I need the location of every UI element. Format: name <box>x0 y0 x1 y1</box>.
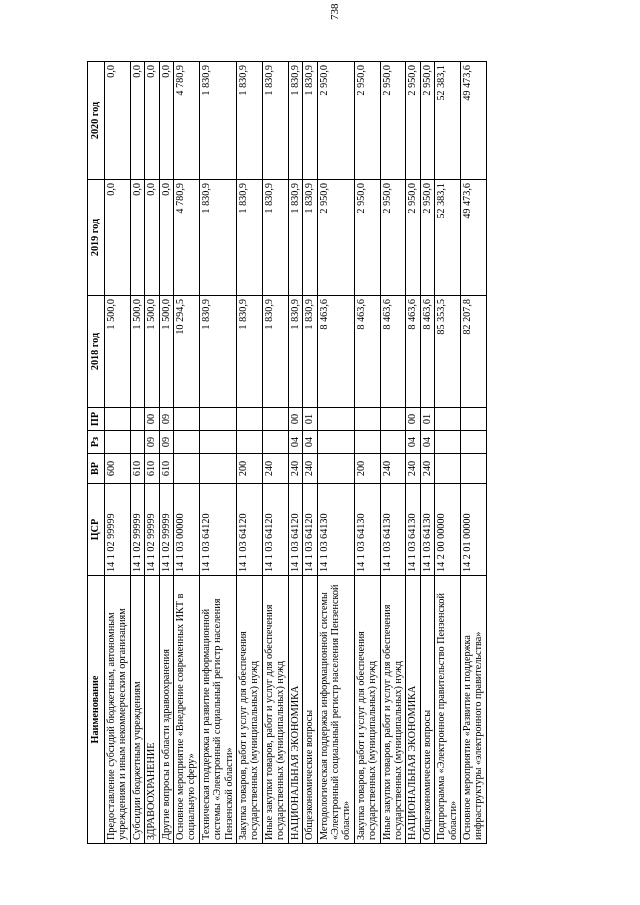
cell-pr <box>174 408 200 431</box>
cell-2018: 85 353,5 <box>435 296 461 408</box>
table-row <box>435 62 461 844</box>
cell-vr <box>317 454 354 484</box>
cell-2019: 0,0 <box>105 180 131 296</box>
cell-name: Закупка товаров, работ и услуг для обеспечения государственных (муниципальных) нужд <box>237 576 263 844</box>
cell-2019: 2 950,0 <box>354 180 380 296</box>
header-2020: 2020 год <box>88 62 105 180</box>
table-row <box>406 62 420 844</box>
cell-2019: 1 830,9 <box>199 180 236 296</box>
cell-pr: 00 <box>406 408 420 431</box>
cell-pr <box>435 408 461 431</box>
cell-2020: 2 950,0 <box>406 62 420 180</box>
cell-rz: 04 <box>303 431 317 454</box>
cell-name: Общеэкономические вопросы <box>303 576 317 844</box>
cell-rz <box>460 431 486 454</box>
table-row <box>145 62 159 844</box>
cell-2018: 1 500,0 <box>130 296 144 408</box>
cell-vr: 240 <box>303 454 317 484</box>
cell-2018: 1 830,9 <box>303 296 317 408</box>
cell-vr: 240 <box>262 454 288 484</box>
cell-name: Общеэкономические вопросы <box>420 576 434 844</box>
cell-rz <box>262 431 288 454</box>
header-pr: ПР <box>88 408 105 431</box>
cell-vr: 240 <box>288 454 302 484</box>
cell-rz <box>130 431 144 454</box>
cell-rz <box>317 431 354 454</box>
cell-2020: 2 950,0 <box>354 62 380 180</box>
cell-2020: 1 830,9 <box>303 62 317 180</box>
table-row <box>174 62 200 844</box>
table-row <box>420 62 434 844</box>
cell-csr: 14 2 01 00000 <box>460 484 486 576</box>
cell-2019: 52 383,1 <box>435 180 461 296</box>
cell-2018: 8 463,6 <box>406 296 420 408</box>
cell-vr: 240 <box>406 454 420 484</box>
cell-rz <box>380 431 406 454</box>
cell-rz <box>354 431 380 454</box>
cell-2019: 1 830,9 <box>237 180 263 296</box>
cell-2018: 1 830,9 <box>237 296 263 408</box>
cell-rz <box>174 431 200 454</box>
header-csr: ЦСР <box>88 484 105 576</box>
header-vr: ВР <box>88 454 105 484</box>
cell-2019: 1 830,9 <box>288 180 302 296</box>
rotated-table-container <box>87 62 551 844</box>
cell-name: Другие вопросы в области здравоохранения <box>159 576 173 844</box>
cell-2019: 0,0 <box>130 180 144 296</box>
cell-2018: 82 207,8 <box>460 296 486 408</box>
cell-name: Подпрограмма «Электронное правительство Пензенской области» <box>435 576 461 844</box>
table-header-row <box>88 62 105 844</box>
cell-csr: 14 1 02 99999 <box>145 484 159 576</box>
table-row <box>159 62 173 844</box>
cell-2018: 8 463,6 <box>380 296 406 408</box>
cell-csr: 14 1 03 64130 <box>317 484 354 576</box>
cell-2018: 1 830,9 <box>288 296 302 408</box>
cell-pr <box>354 408 380 431</box>
table-row <box>130 62 144 844</box>
cell-vr <box>199 454 236 484</box>
cell-2020: 0,0 <box>130 62 144 180</box>
cell-rz: 04 <box>406 431 420 454</box>
cell-csr: 14 1 02 99999 <box>130 484 144 576</box>
cell-pr: 01 <box>303 408 317 431</box>
cell-pr <box>105 408 131 431</box>
cell-rz: 09 <box>145 431 159 454</box>
cell-2019: 2 950,0 <box>317 180 354 296</box>
cell-name: Субсидии бюджетным учреждениям <box>130 576 144 844</box>
table-body <box>105 62 487 844</box>
cell-2018: 1 830,9 <box>199 296 236 408</box>
table-row <box>317 62 354 844</box>
cell-rz: 09 <box>159 431 173 454</box>
cell-2018: 1 830,9 <box>262 296 288 408</box>
cell-2020: 52 383,1 <box>435 62 461 180</box>
cell-vr: 610 <box>145 454 159 484</box>
cell-pr <box>130 408 144 431</box>
cell-2019: 1 830,9 <box>303 180 317 296</box>
cell-csr: 14 1 03 64130 <box>406 484 420 576</box>
cell-2018: 8 463,6 <box>420 296 434 408</box>
cell-csr: 14 1 03 64120 <box>262 484 288 576</box>
cell-2020: 1 830,9 <box>288 62 302 180</box>
cell-2019: 0,0 <box>159 180 173 296</box>
cell-csr: 14 1 02 99999 <box>159 484 173 576</box>
cell-csr: 14 2 00 00000 <box>435 484 461 576</box>
cell-2019: 4 780,9 <box>174 180 200 296</box>
cell-2018: 1 500,0 <box>105 296 131 408</box>
cell-pr <box>199 408 236 431</box>
cell-rz: 04 <box>420 431 434 454</box>
cell-pr: 00 <box>145 408 159 431</box>
cell-name: Основное мероприятие «Развитие и поддержка инфраструктуры «электронного правительства» <box>460 576 486 844</box>
cell-vr: 610 <box>159 454 173 484</box>
cell-csr: 14 1 03 64130 <box>420 484 434 576</box>
cell-2020: 49 473,6 <box>460 62 486 180</box>
table-row <box>105 62 131 844</box>
table-row <box>199 62 236 844</box>
header-name: Наименование <box>88 576 105 844</box>
cell-2019: 0,0 <box>145 180 159 296</box>
cell-rz: 04 <box>288 431 302 454</box>
table-row <box>380 62 406 844</box>
cell-name: Методологическая поддержка информационной системы «Электронный социальный регистр населения Пензенской области» <box>317 576 354 844</box>
cell-2020: 0,0 <box>145 62 159 180</box>
cell-vr <box>435 454 461 484</box>
cell-vr: 240 <box>380 454 406 484</box>
cell-2020: 1 830,9 <box>199 62 236 180</box>
cell-rz <box>199 431 236 454</box>
cell-pr <box>237 408 263 431</box>
table-row <box>262 62 288 844</box>
cell-2018: 8 463,6 <box>317 296 354 408</box>
cell-2020: 2 950,0 <box>420 62 434 180</box>
cell-vr: 200 <box>354 454 380 484</box>
cell-2019: 1 830,9 <box>262 180 288 296</box>
cell-csr: 14 1 03 64120 <box>288 484 302 576</box>
header-2019: 2019 год <box>88 180 105 296</box>
cell-name: Основное мероприятие «Внедрение современных ИКТ в социальную сферу» <box>174 576 200 844</box>
table-row <box>354 62 380 844</box>
cell-2018: 1 500,0 <box>159 296 173 408</box>
cell-name: НАЦИОНАЛЬНАЯ ЭКОНОМИКА <box>288 576 302 844</box>
page-number <box>329 3 359 21</box>
cell-2020: 4 780,9 <box>174 62 200 180</box>
cell-2020: 0,0 <box>105 62 131 180</box>
cell-2020: 2 950,0 <box>317 62 354 180</box>
cell-name: Закупка товаров, работ и услуг для обеспечения государственных (муниципальных) нужд <box>354 576 380 844</box>
cell-csr: 14 1 03 64130 <box>380 484 406 576</box>
table-row <box>460 62 486 844</box>
header-rz: Рз <box>88 431 105 454</box>
cell-vr <box>460 454 486 484</box>
cell-2018: 8 463,6 <box>354 296 380 408</box>
cell-csr: 14 1 03 64120 <box>237 484 263 576</box>
cell-pr: 09 <box>159 408 173 431</box>
cell-name: Предоставление субсидий бюджетным, автономным учреждениям и иным некоммерческим организациям <box>105 576 131 844</box>
cell-2020: 1 830,9 <box>237 62 263 180</box>
cell-pr <box>460 408 486 431</box>
cell-2019: 2 950,0 <box>380 180 406 296</box>
cell-pr <box>317 408 354 431</box>
table-row <box>288 62 302 844</box>
cell-vr: 240 <box>420 454 434 484</box>
cell-name: Иные закупки товаров, работ и услуг для обеспечения государственных (муниципальных) нужд <box>380 576 406 844</box>
page-number-text: 738 <box>329 3 341 20</box>
cell-csr: 14 1 02 99999 <box>105 484 131 576</box>
cell-name: Иные закупки товаров, работ и услуг для обеспечения государственных (муниципальных) нужд <box>262 576 288 844</box>
cell-pr: 00 <box>288 408 302 431</box>
cell-2019: 2 950,0 <box>420 180 434 296</box>
cell-2019: 49 473,6 <box>460 180 486 296</box>
cell-2020: 2 950,0 <box>380 62 406 180</box>
table-row <box>237 62 263 844</box>
cell-rz <box>105 431 131 454</box>
cell-vr: 610 <box>130 454 144 484</box>
cell-2018: 1 500,0 <box>145 296 159 408</box>
cell-pr <box>380 408 406 431</box>
budget-table <box>87 61 487 844</box>
cell-name: ЗДРАВООХРАНЕНИЕ <box>145 576 159 844</box>
cell-2019: 2 950,0 <box>406 180 420 296</box>
header-2018: 2018 год <box>88 296 105 408</box>
cell-rz <box>237 431 263 454</box>
cell-2018: 10 294,5 <box>174 296 200 408</box>
cell-vr: 200 <box>237 454 263 484</box>
cell-csr: 14 1 03 64130 <box>354 484 380 576</box>
cell-csr: 14 1 03 00000 <box>174 484 200 576</box>
cell-csr: 14 1 03 64120 <box>199 484 236 576</box>
cell-name: НАЦИОНАЛЬНАЯ ЭКОНОМИКА <box>406 576 420 844</box>
cell-pr <box>262 408 288 431</box>
cell-pr: 01 <box>420 408 434 431</box>
cell-2020: 0,0 <box>159 62 173 180</box>
cell-rz <box>435 431 461 454</box>
cell-name: Техническая поддержка и развитие информационной системы «Электронный социальный регистр населения Пензенской области» <box>199 576 236 844</box>
table-row <box>303 62 317 844</box>
cell-vr <box>174 454 200 484</box>
cell-2020: 1 830,9 <box>262 62 288 180</box>
cell-vr: 600 <box>105 454 131 484</box>
cell-csr: 14 1 03 64120 <box>303 484 317 576</box>
